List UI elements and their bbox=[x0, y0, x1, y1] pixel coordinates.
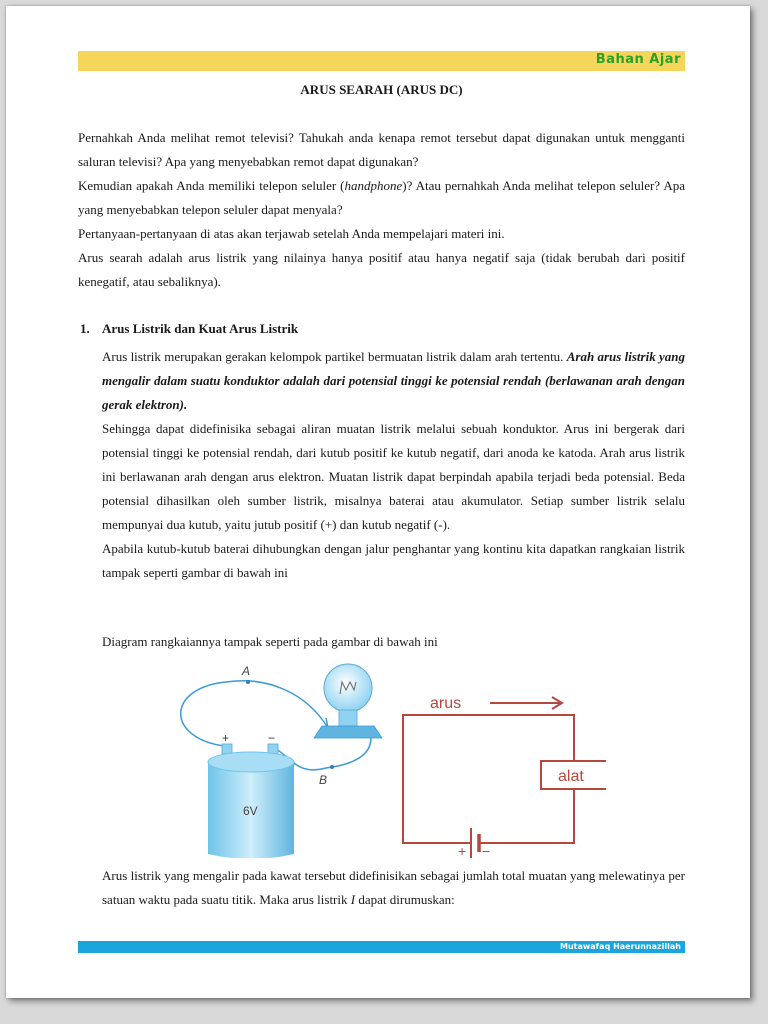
section-heading-text: Arus Listrik dan Kuat Arus Listrik bbox=[102, 321, 299, 336]
bulb-holder bbox=[314, 726, 382, 738]
schematic-circuit bbox=[403, 695, 606, 858]
bulb-glass bbox=[324, 664, 372, 712]
footer-author: Mutawafaq Haerunnazillah bbox=[560, 942, 681, 951]
section-body bbox=[102, 345, 685, 585]
cell-minus-sign: − bbox=[482, 843, 491, 858]
circuit-diagram bbox=[156, 658, 606, 858]
battery-top bbox=[208, 752, 294, 772]
battery-plus-sign: + bbox=[222, 731, 230, 745]
section-number: 1. bbox=[80, 321, 90, 336]
battery-minus-sign: − bbox=[268, 731, 276, 745]
point-b-dot bbox=[330, 765, 334, 769]
point-a-dot bbox=[246, 680, 250, 684]
intro-paragraph-1: Pernahkah Anda melihat remot televisi? Tahukah anda kenapa remot tersebut dapat digunakan untuk mengganti saluran televisi? Apa yang menyebabkan remot dapat digunakan? bbox=[78, 130, 685, 169]
section-paragraph-1-text: Arus listrik merupakan gerakan kelompok partikel bermuatan listrik dalam arah tertentu. bbox=[102, 349, 567, 364]
arrow-right-icon bbox=[490, 697, 562, 709]
document-page bbox=[6, 6, 750, 998]
after-paragraph-1-italic: I bbox=[350, 892, 356, 907]
section-paragraph-2: Sehingga dapat didefinisika sebagai aliran muatan listrik melalui sebuah konduktor. Arus ini bergerak dari potensial tinggi ke potensial rendah, dari kutub positif ke kutub negatif, dari anoda ke katoda. Arah arus listrik ini berlawanan arah dengan arus elektron. Muatan listrik dapat berpindah apabila terjadi beda potensial. Beda potensial dihasilkan oleh sumber listrik, misalnya baterai atau akumulator. Setiap sumber listrik selalu mempunyai dua kutub, yaitu jutub positif (+) dan kutub negatif (-). bbox=[102, 421, 685, 532]
after-paragraph-1 bbox=[102, 864, 685, 912]
after-paragraph-1-text-a: Arus listrik yang mengalir pada kawat tersebut didefinisikan sebagai jumlah total muatan yang melewatinya per satuan waktu pada suatu titik. Maka arus listrik bbox=[102, 868, 685, 907]
intro-paragraph-2 bbox=[78, 174, 685, 222]
header-band bbox=[78, 51, 685, 71]
point-a-label: A bbox=[242, 664, 251, 678]
battery-terminal-plus bbox=[222, 744, 232, 754]
page-title: ARUS SEARAH (ARUS DC) bbox=[300, 82, 463, 97]
bulb-neck bbox=[339, 710, 357, 726]
diagram-caption: Diagram rangkaiannya tampak seperti pada gambar di bawah ini bbox=[102, 634, 438, 649]
point-b-label: B bbox=[319, 773, 328, 787]
intro-paragraph-4: Arus searah adalah arus listrik yang nilainya hanya positif atau hanya negatif saja (tidak berubah dari positif kenegatif, atau sebaliknya). bbox=[78, 250, 685, 289]
footer-band bbox=[78, 941, 685, 953]
section-paragraph-3: Apabila kutub-kutub baterai dihubungkan dengan jalur penghantar yang kontinu kita dapatkan rangkaian listrik tampak seperti gambar di bawah ini bbox=[102, 541, 685, 580]
intro-section bbox=[78, 126, 685, 294]
after-paragraph-1-text-b: dapat dirumuskan: bbox=[355, 892, 455, 907]
pictorial-circuit bbox=[181, 664, 382, 858]
cell-symbol bbox=[471, 828, 479, 858]
battery-voltage-label: 6V bbox=[243, 804, 258, 818]
cell-plus-sign: + bbox=[458, 843, 467, 858]
section-paragraph-1 bbox=[102, 345, 685, 417]
intro-paragraph-3: Pertanyaan-pertanyaan di atas akan terjawab setelah Anda mempelajari materi ini. bbox=[78, 226, 505, 241]
arus-label: arus bbox=[430, 695, 462, 712]
section-heading bbox=[80, 321, 298, 337]
header-label: Bahan Ajar bbox=[595, 52, 681, 67]
battery bbox=[208, 731, 294, 858]
intro-paragraph-2-italic: handphone bbox=[344, 178, 403, 193]
intro-paragraph-2-text-a: Kemudian apakah Anda memiliki telepon seluler ( bbox=[78, 178, 345, 193]
intro-paragraph-2-text-b: )? Atau pernahkah Anda melihat telepon seluler? Apa yang menyebabkan telepon seluler dapat menyala? bbox=[78, 178, 685, 217]
alat-label: alat bbox=[558, 768, 584, 785]
after-diagram-section bbox=[102, 864, 685, 912]
light-bulb bbox=[314, 664, 382, 738]
wire-top bbox=[181, 681, 328, 746]
section-paragraph-1-emphasis: Arah arus listrik yang mengalir dalam suatu konduktor adalah dari potensial tinggi ke potensial rendah (berlawanan arah dengan gerak elektron). bbox=[102, 349, 685, 412]
